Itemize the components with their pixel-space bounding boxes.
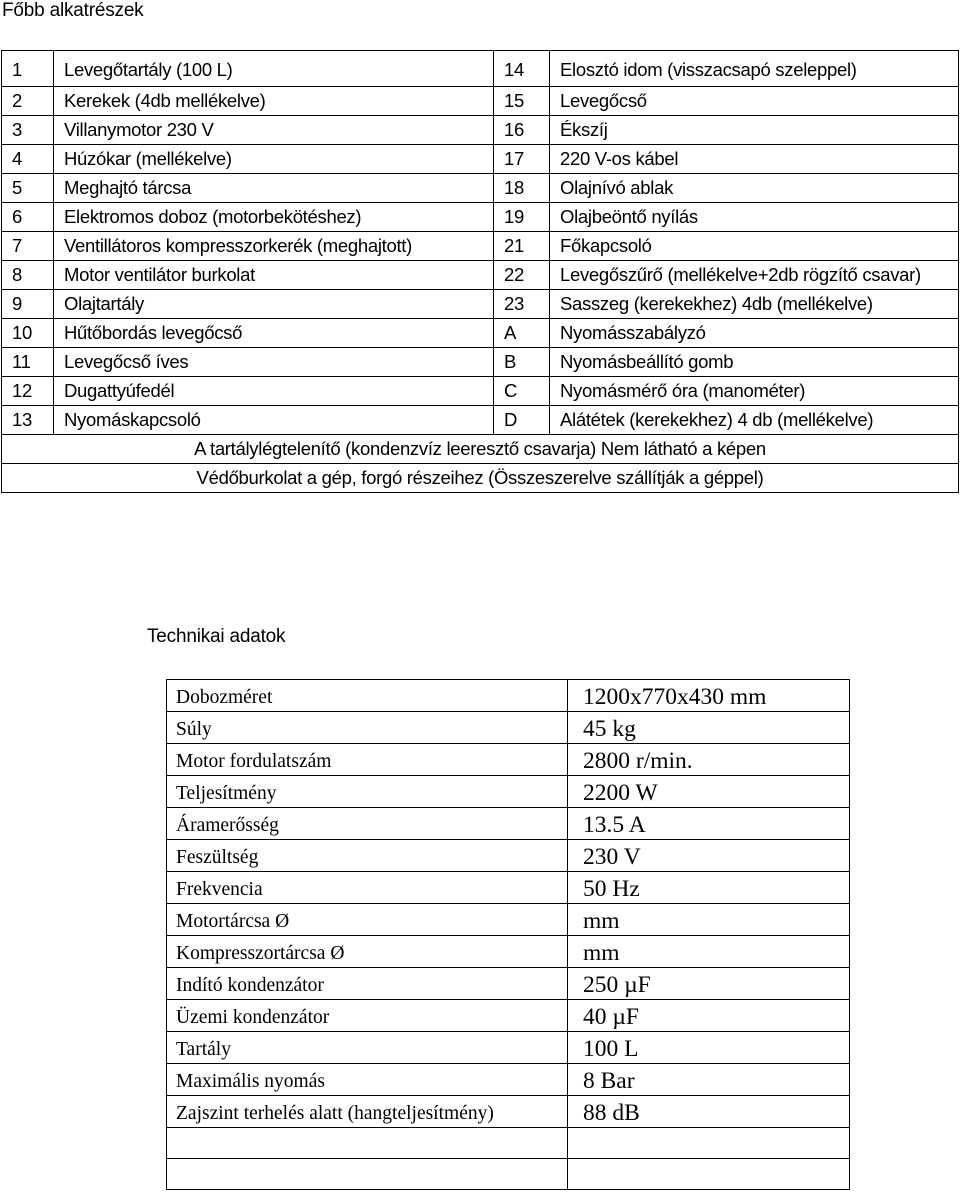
part-name: Főkapcsoló [550,232,959,261]
parts-row [2,261,959,290]
part-number: 13 [2,406,54,435]
spec-value: 230 V [568,840,850,872]
spec-value-empty [568,1159,850,1190]
part-number: 7 [2,232,54,261]
spec-value: mm [568,936,850,968]
spec-value: 13.5 A [568,808,850,840]
parts-row [2,290,959,319]
part-number: 5 [2,174,54,203]
spec-label: Tartály [167,1032,568,1064]
part-name: Motor ventilátor burkolat [54,261,494,290]
part-number: 17 [494,145,550,174]
part-number: 4 [2,145,54,174]
spec-label: Motortárcsa Ø [167,904,568,936]
spec-value: mm [568,904,850,936]
part-name: Kerekek (4db mellékelve) [54,87,494,116]
part-name: Dugattyúfedél [54,377,494,406]
part-number: 9 [2,290,54,319]
spec-label: Feszültség [167,840,568,872]
part-number: A [494,319,550,348]
spec-row-empty [167,1128,850,1159]
spec-row [167,1064,850,1096]
spec-row [167,968,850,1000]
spec-row [167,808,850,840]
spec-row [167,744,850,776]
part-number: 12 [2,377,54,406]
spec-row-empty [167,1159,850,1190]
part-name: Olajtartály [54,290,494,319]
parts-row [2,406,959,435]
spec-value: 8 Bar [568,1064,850,1096]
spec-value: 50 Hz [568,872,850,904]
parts-row [2,145,959,174]
part-number: 15 [494,87,550,116]
part-name: 220 V-os kábel [550,145,959,174]
spec-label: Maximális nyomás [167,1064,568,1096]
parts-row [2,319,959,348]
spec-label: Üzemi kondenzátor [167,1000,568,1032]
spec-value: 2200 W [568,776,850,808]
part-name: Nyomásszabályzó [550,319,959,348]
parts-row [2,232,959,261]
parts-row [2,348,959,377]
spec-row [167,1000,850,1032]
part-name: Levegőcső íves [54,348,494,377]
part-number: 2 [2,87,54,116]
spec-value: 100 L [568,1032,850,1064]
part-number: 8 [2,261,54,290]
spec-row [167,680,850,712]
parts-section-title: Főbb alkatrészek [2,0,144,21]
spec-row [167,840,850,872]
spec-value: 250 µF [568,968,850,1000]
part-number: B [494,348,550,377]
spec-row [167,1032,850,1064]
part-number: 18 [494,174,550,203]
parts-row [2,203,959,232]
spec-label: Áramerősség [167,808,568,840]
spec-value: 2800 r/min. [568,744,850,776]
spec-value: 40 µF [568,1000,850,1032]
spec-label: Dobozméret [167,680,568,712]
part-number: 3 [2,116,54,145]
spec-value: 88 dB [568,1096,850,1128]
parts-row [2,87,959,116]
part-name: Ékszíj [550,116,959,145]
parts-table [1,50,959,493]
part-name: Villanymotor 230 V [54,116,494,145]
spec-value-empty [568,1128,850,1159]
part-name: Elektromos doboz (motorbekötéshez) [54,203,494,232]
part-name: Húzókar (mellékelve) [54,145,494,174]
spec-label: Indító kondenzátor [167,968,568,1000]
spec-row [167,712,850,744]
parts-row [2,116,959,145]
spec-row [167,1096,850,1128]
part-name: Olajbeöntő nyílás [550,203,959,232]
part-number: 10 [2,319,54,348]
part-number: 16 [494,116,550,145]
part-number: C [494,377,550,406]
part-name: Levegőtartály (100 L) [54,51,494,87]
spec-row [167,936,850,968]
part-name: Elosztó idom (visszacsapó szeleppel) [550,51,959,87]
parts-note: A tartálylégtelenítő (kondenzvíz leeresztő csavarja) Nem látható a képen [2,435,959,464]
part-name: Nyomáskapcsoló [54,406,494,435]
parts-row [2,174,959,203]
spec-row [167,776,850,808]
part-number: 19 [494,203,550,232]
spec-value: 45 kg [568,712,850,744]
part-number: 21 [494,232,550,261]
part-number: 23 [494,290,550,319]
spec-label: Kompresszortárcsa Ø [167,936,568,968]
part-number: 22 [494,261,550,290]
part-name: Levegőcső [550,87,959,116]
part-number: 11 [2,348,54,377]
parts-row [2,51,959,87]
part-number: 1 [2,51,54,87]
spec-label-empty [167,1128,568,1159]
part-name: Olajnívó ablak [550,174,959,203]
tech-section-title: Technikai adatok [147,626,286,647]
part-name: Ventillátoros kompresszorkerék (meghajtott) [54,232,494,261]
spec-label: Teljesítmény [167,776,568,808]
spec-label: Frekvencia [167,872,568,904]
spec-label-empty [167,1159,568,1190]
parts-row [2,377,959,406]
parts-note-row [2,464,959,493]
part-name: Hűtőbordás levegőcső [54,319,494,348]
parts-note-row [2,435,959,464]
part-number: 14 [494,51,550,87]
part-name: Nyomásmérő óra (manométer) [550,377,959,406]
part-name: Alátétek (kerekekhez) 4 db (mellékelve) [550,406,959,435]
part-name: Nyomásbeállító gomb [550,348,959,377]
spec-row [167,904,850,936]
parts-note: Védőburkolat a gép, forgó részeihez (Összeszerelve szállítják a géppel) [2,464,959,493]
part-number: 6 [2,203,54,232]
part-name: Sasszeg (kerekekhez) 4db (mellékelve) [550,290,959,319]
spec-label: Súly [167,712,568,744]
spec-label: Zajszint terhelés alatt (hangteljesítmény) [167,1096,568,1128]
part-name: Levegőszűrő (mellékelve+2db rögzítő csavar) [550,261,959,290]
spec-label: Motor fordulatszám [167,744,568,776]
part-name: Meghajtó tárcsa [54,174,494,203]
spec-row [167,872,850,904]
tech-specs-table [166,679,850,1190]
part-number: D [494,406,550,435]
spec-value: 1200x770x430 mm [568,680,850,712]
